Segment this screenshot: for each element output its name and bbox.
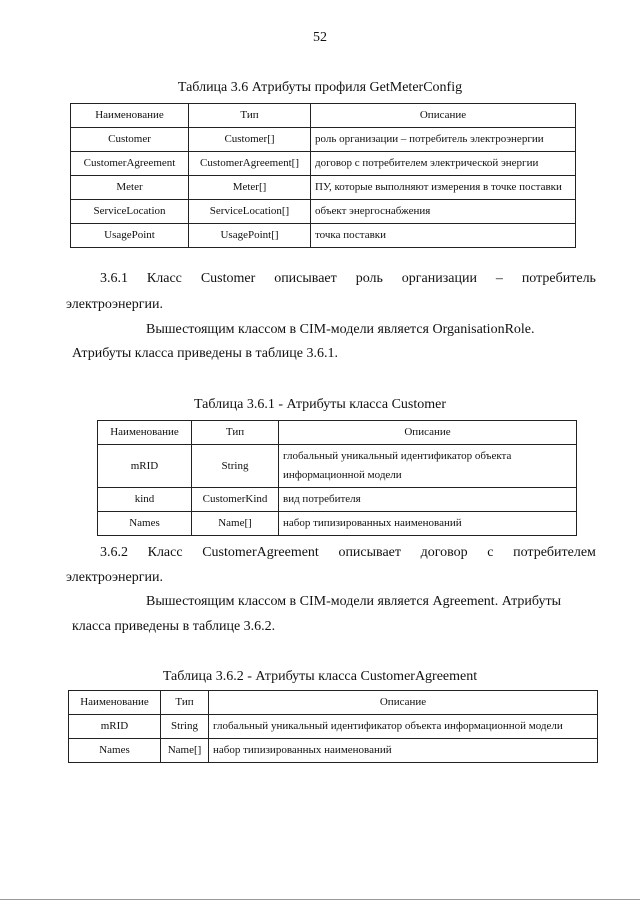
cell-name: CustomerAgreement [71,152,189,176]
header-description: Описание [311,104,576,128]
section-3-6-1-heading-line [100,271,596,287]
table-row [98,488,577,512]
section-3-6-1-line-4: Атрибуты класса приведены в таблице 3.6.1. [72,346,338,361]
table-header-row [69,691,598,715]
header-type: Тип [161,691,209,715]
para-word: договор [420,545,468,560]
header-description: Описание [209,691,598,715]
cell-type: CustomerKind [192,488,279,512]
cell-type: String [161,715,209,739]
cell-name: Customer [71,128,189,152]
para-word: роль [355,271,383,286]
para-word: 3.6.1 [100,271,128,286]
cell-name: Names [69,739,161,763]
table-row [71,152,576,176]
table-3-6 [70,103,576,248]
cell-description: набор типизированных наименований [279,512,577,536]
cell-description: глобальный уникальный идентификатор объекта информационной модели [279,445,577,488]
para-word: Customer [200,271,256,286]
section-3-6-2-line-4: класса приведены в таблице 3.6.2. [72,619,276,634]
cell-type: Customer[] [189,128,311,152]
cell-type: Meter[] [189,176,311,200]
para-word: потребитель [521,271,596,286]
cell-description: глобальный уникальный идентификатор объекта информационной модели [209,715,598,739]
cell-description: объект энергоснабжения [311,200,576,224]
page-bottom-rule [0,899,640,900]
cell-description: договор с потребителем электрической энергии [311,152,576,176]
cell-description: ПУ, которые выполняют измерения в точке поставки [311,176,576,200]
table-header-row [98,421,577,445]
section-3-6-2-heading-line [100,545,596,561]
header-name: Наименование [69,691,161,715]
table-3-6-2 [68,690,598,763]
table-row [71,200,576,224]
section-3-6-2-line-2: электроэнергии. [66,570,163,585]
cell-type: String [192,445,279,488]
para-word: описывает [338,545,402,560]
table-3-6-caption: Таблица 3.6 Атрибуты профиля GetMeterConfig [177,80,463,95]
table-3-6-2-caption: Таблица 3.6.2 - Атрибуты класса CustomerAgreement [162,669,478,684]
table-header-row [71,104,576,128]
cell-name: Names [98,512,192,536]
cell-name: mRID [69,715,161,739]
cell-type: CustomerAgreement[] [189,152,311,176]
cell-type: Name[] [192,512,279,536]
cell-name: UsagePoint [71,224,189,248]
section-3-6-1-line-2: электроэнергии. [66,297,163,312]
para-word: Класс [146,271,182,286]
para-word: CustomerAgreement [202,545,319,560]
para-word: описывает [274,271,337,286]
cell-name: mRID [98,445,192,488]
para-word: потребителем [513,545,596,560]
cell-name: ServiceLocation [71,200,189,224]
table-row [69,715,598,739]
cell-name: kind [98,488,192,512]
header-description: Описание [279,421,577,445]
cell-description: вид потребителя [279,488,577,512]
section-3-6-1-line-3: Вышестоящим классом в CIM-модели является OrganisationRole. [146,322,535,337]
para-word: Класс [147,545,183,560]
table-3-6-1-caption: Таблица 3.6.1 - Атрибуты класса Customer [193,397,447,412]
table-row [69,739,598,763]
table-row [71,128,576,152]
table-row [98,445,577,488]
page-number: 52 [313,30,327,45]
cell-name: Meter [71,176,189,200]
cell-description: набор типизированных наименований [209,739,598,763]
cell-type: Name[] [161,739,209,763]
header-type: Тип [192,421,279,445]
para-word: организации [401,271,477,286]
cell-type: UsagePoint[] [189,224,311,248]
cell-type: ServiceLocation[] [189,200,311,224]
table-row [71,224,576,248]
header-name: Наименование [98,421,192,445]
section-3-6-2-line-3: Вышестоящим классом в CIM-модели является Agreement. Атрибуты [146,594,562,609]
header-name: Наименование [71,104,189,128]
table-row [71,176,576,200]
header-type: Тип [189,104,311,128]
cell-description: роль организации – потребитель электроэнергии [311,128,576,152]
para-word: с [487,545,494,560]
para-word: – [495,271,503,286]
table-row [98,512,577,536]
para-word: 3.6.2 [100,545,128,560]
table-3-6-1 [97,420,577,536]
cell-description: точка поставки [311,224,576,248]
